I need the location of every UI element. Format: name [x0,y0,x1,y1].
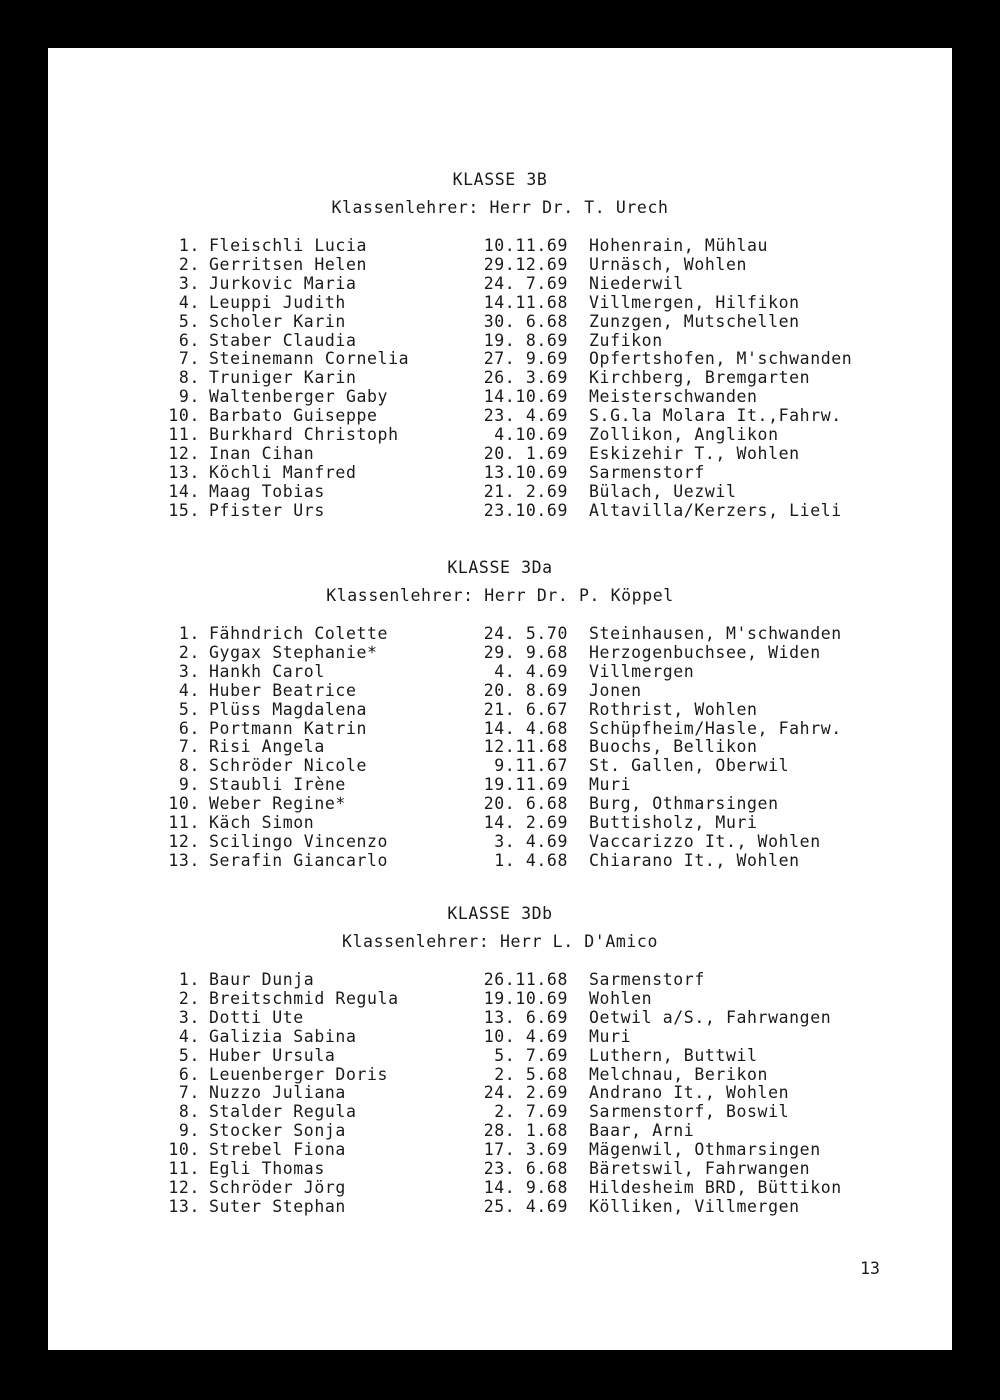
student-number: 10. [168,406,200,426]
student-number: 8. [178,756,200,776]
student-name: Waltenberger Gaby [209,387,389,407]
student-number: 6. [178,330,200,350]
birth-date: 20. 6.68 [483,794,568,814]
birth-date: 20. 8.69 [483,680,568,700]
place-of-origin: Zunzgen, Mutschellen [589,311,800,331]
student-number: 3. [178,1007,200,1027]
birth-date: 13.10.69 [483,462,568,482]
table-row [48,1065,952,1084]
student-name: Maag Tobias [209,481,325,501]
birth-date: 24. 2.69 [483,1083,568,1103]
student-name: Scilingo Vincenzo [209,831,389,851]
student-number: 8. [178,1102,200,1122]
student-number: 5. [178,311,200,331]
student-number: 10. [168,1140,200,1160]
birth-date: 29.12.69 [483,254,568,274]
place-of-origin: Sarmenstorf, Boswil [589,1102,790,1122]
place-of-origin: Andrano It., Wohlen [589,1083,790,1103]
student-number: 7. [178,737,200,757]
place-of-origin: Sarmenstorf [589,462,705,482]
birth-date: 13. 6.69 [483,1007,568,1027]
place-of-origin: Hohenrain, Mühlau [589,236,769,255]
table-row [48,775,952,794]
birth-date: 10. 4.69 [483,1026,568,1046]
table-row [48,989,952,1008]
birth-date: 28. 1.68 [483,1121,568,1141]
student-name: Plüss Magdalena [209,699,368,719]
student-number: 1. [178,624,200,643]
birth-date: 21. 6.67 [483,699,568,719]
table-row [48,501,952,520]
student-number: 5. [178,699,200,719]
table-row [48,719,952,738]
student-name: Baur Dunja [209,970,315,989]
student-number: 4. [178,1026,200,1046]
student-number: 1. [178,970,200,989]
birth-date: 10.11.69 [483,236,568,255]
table-row [48,1008,952,1027]
place-of-origin: Muri [589,775,632,795]
birth-date: 17. 3.69 [483,1140,568,1160]
student-name: Scholer Karin [209,311,346,331]
place-of-origin: Niederwil [589,273,684,293]
place-of-origin: Villmergen [589,661,695,681]
student-name: Köchli Manfred [209,462,357,482]
table-row [48,1159,952,1178]
table-row [48,293,952,312]
place-of-origin: Steinhausen, M'schwanden [589,624,842,643]
student-number: 6. [178,1064,200,1084]
birth-date: 14.11.68 [483,292,568,312]
table-row [48,1197,952,1216]
student-name: Strebel Fiona [209,1140,346,1160]
table-row [48,406,952,425]
student-number: 2. [178,254,200,274]
table-row [48,756,952,775]
student-name: Gygax Stephanie* [209,642,378,662]
table-row [48,274,952,293]
birth-date: 1. 4.68 [494,850,568,870]
place-of-origin: Jonen [589,680,642,700]
place-of-origin: Opfertshofen, M'schwanden [589,349,853,369]
student-number: 15. [168,500,200,520]
table-row [48,970,952,989]
student-number: 1. [178,236,200,255]
student-name: Nuzzo Juliana [209,1083,346,1103]
student-name: Huber Ursula [209,1045,336,1065]
student-number: 9. [178,775,200,795]
student-number: 5. [178,1045,200,1065]
student-name: Schröder Nicole [209,756,368,776]
student-name: Stalder Regula [209,1102,357,1122]
place-of-origin: Kirchberg, Bremgarten [589,368,811,388]
student-number: 13. [168,1196,200,1216]
place-of-origin: Altavilla/Kerzers, Lieli [589,500,842,520]
student-name: Weber Regine* [209,794,346,814]
place-of-origin: Eskizehir T., Wohlen [589,443,800,463]
student-number: 11. [168,1159,200,1178]
place-of-origin: Baar, Arni [589,1121,695,1141]
table-row [48,1140,952,1159]
student-number: 13. [168,462,200,482]
birth-date: 14. 4.68 [483,718,568,738]
student-name: Dotti Ute [209,1007,304,1027]
birth-date: 19.10.69 [483,988,568,1008]
student-name: Burkhard Christoph [209,425,399,444]
birth-date: 4. 4.69 [494,661,568,681]
table-row [48,643,952,662]
student-name: Inan Cihan [209,443,315,463]
student-name: Truniger Karin [209,368,357,388]
table-row [48,1083,952,1102]
student-number: 10. [168,794,200,814]
student-number: 4. [178,292,200,312]
student-number: 8. [178,368,200,388]
student-number: 6. [178,718,200,738]
student-name: Huber Beatrice [209,680,357,700]
birth-date: 30. 6.68 [483,311,568,331]
birth-date: 14.10.69 [483,387,568,407]
birth-date: 2. 5.68 [494,1064,568,1084]
student-number: 11. [168,425,200,444]
table-row [48,1121,952,1140]
birth-date: 27. 9.69 [483,349,568,369]
student-name: Portmann Katrin [209,718,368,738]
student-name: Gerritsen Helen [209,254,368,274]
place-of-origin: Chiarano It., Wohlen [589,850,800,870]
class-teacher: Klassenlehrer: Herr Dr. T. Urech [331,198,669,217]
birth-date: 4.10.69 [494,425,568,444]
table-row [48,813,952,832]
table-row [48,368,952,387]
student-name: Breitschmid Regula [209,988,399,1008]
student-name: Fleischli Lucia [209,236,368,255]
student-number: 13. [168,850,200,870]
place-of-origin: Wohlen [589,988,653,1008]
table-row [48,624,952,643]
table-row [48,832,952,851]
place-of-origin: Muri [589,1026,632,1046]
place-of-origin: Villmergen, Hilfikon [589,292,800,312]
birth-date: 23. 6.68 [483,1159,568,1178]
student-number: 9. [178,1121,200,1141]
student-name: Pfister Urs [209,500,325,520]
birth-date: 3. 4.69 [494,831,568,851]
birth-date: 9.11.67 [494,756,568,776]
birth-date: 2. 7.69 [494,1102,568,1122]
birth-date: 21. 2.69 [483,481,568,501]
birth-date: 26. 3.69 [483,368,568,388]
birth-date: 12.11.68 [483,737,568,757]
place-of-origin: Herzogenbuchsee, Widen [589,642,821,662]
place-of-origin: Melchnau, Berikon [589,1064,769,1084]
student-name: Suter Stephan [209,1196,346,1216]
place-of-origin: Hildesheim BRD, Büttikon [589,1177,842,1197]
place-of-origin: Rothrist, Wohlen [589,699,758,719]
place-of-origin: S.G.la Molara It.,Fahrw. [589,406,842,426]
student-number: 9. [178,387,200,407]
birth-date: 14. 2.69 [483,813,568,832]
table-row [48,425,952,444]
student-name: Galizia Sabina [209,1026,357,1046]
birth-date: 19.11.69 [483,775,568,795]
birth-date: 23. 4.69 [483,406,568,426]
class-title: KLASSE 3Db [447,904,553,923]
page-number: 13 [860,1259,880,1278]
class-title: KLASSE 3Da [447,558,553,577]
document-page [48,48,952,1350]
birth-date: 19. 8.69 [483,330,568,350]
class-title: KLASSE 3B [452,170,548,189]
birth-date: 20. 1.69 [483,443,568,463]
table-row [48,681,952,700]
student-number: 2. [178,988,200,1008]
birth-date: 29. 9.68 [483,642,568,662]
table-row [48,1046,952,1065]
birth-date: 24. 5.70 [483,624,568,643]
student-name: Schröder Jörg [209,1177,346,1197]
table-row [48,387,952,406]
table-row [48,463,952,482]
place-of-origin: Meisterschwanden [589,387,758,407]
birth-date: 26.11.68 [483,970,568,989]
student-name: Jurkovic Maria [209,273,357,293]
table-row [48,236,952,255]
class-teacher: Klassenlehrer: Herr Dr. P. Köppel [326,586,674,605]
table-row [48,1027,952,1046]
place-of-origin: Bäretswil, Fahrwangen [589,1159,811,1178]
table-row [48,700,952,719]
table-row [48,444,952,463]
class-teacher: Klassenlehrer: Herr L. D'Amico [341,932,658,951]
table-row [48,482,952,501]
place-of-origin: Buochs, Bellikon [589,737,758,757]
place-of-origin: Sarmenstorf [589,970,705,989]
table-row [48,794,952,813]
birth-date: 24. 7.69 [483,273,568,293]
student-name: Egli Thomas [209,1159,325,1178]
place-of-origin: Urnäsch, Wohlen [589,254,748,274]
birth-date: 14. 9.68 [483,1177,568,1197]
table-row [48,312,952,331]
student-number: 2. [178,642,200,662]
student-name: Serafin Giancarlo [209,850,389,870]
student-number: 7. [178,349,200,369]
student-number: 3. [178,661,200,681]
student-number: 14. [168,481,200,501]
table-row [48,737,952,756]
table-row [48,851,952,870]
student-number: 3. [178,273,200,293]
student-name: Staubli Irène [209,775,346,795]
birth-date: 5. 7.69 [494,1045,568,1065]
student-name: Fähndrich Colette [209,624,389,643]
student-name: Staber Claudia [209,330,357,350]
student-number: 12. [168,831,200,851]
place-of-origin: Mägenwil, Othmarsingen [589,1140,821,1160]
student-name: Hankh Carol [209,661,325,681]
student-name: Leuenberger Doris [209,1064,389,1084]
student-name: Käch Simon [209,813,315,832]
place-of-origin: Zollikon, Anglikon [589,425,779,444]
student-name: Stocker Sonja [209,1121,346,1141]
table-row [48,255,952,274]
student-number: 7. [178,1083,200,1103]
student-number: 4. [178,680,200,700]
place-of-origin: Schüpfheim/Hasle, Fahrw. [589,718,842,738]
place-of-origin: Kölliken, Villmergen [589,1196,800,1216]
table-row [48,1178,952,1197]
birth-date: 25. 4.69 [483,1196,568,1216]
student-name: Leuppi Judith [209,292,346,312]
table-row [48,662,952,681]
table-row [48,1102,952,1121]
student-number: 12. [168,443,200,463]
place-of-origin: St. Gallen, Oberwil [589,756,790,776]
place-of-origin: Bülach, Uezwil [589,481,737,501]
place-of-origin: Burg, Othmarsingen [589,794,779,814]
place-of-origin: Vaccarizzo It., Wohlen [589,831,821,851]
student-name: Steinemann Cornelia [209,349,410,369]
table-row [48,349,952,368]
student-number: 12. [168,1177,200,1197]
student-number: 11. [168,813,200,832]
student-name: Barbato Guiseppe [209,406,378,426]
table-row [48,331,952,350]
birth-date: 23.10.69 [483,500,568,520]
place-of-origin: Zufikon [589,330,663,350]
place-of-origin: Buttisholz, Muri [589,813,758,832]
student-name: Risi Angela [209,737,325,757]
place-of-origin: Oetwil a/S., Fahrwangen [589,1007,832,1027]
place-of-origin: Luthern, Buttwil [589,1045,758,1065]
